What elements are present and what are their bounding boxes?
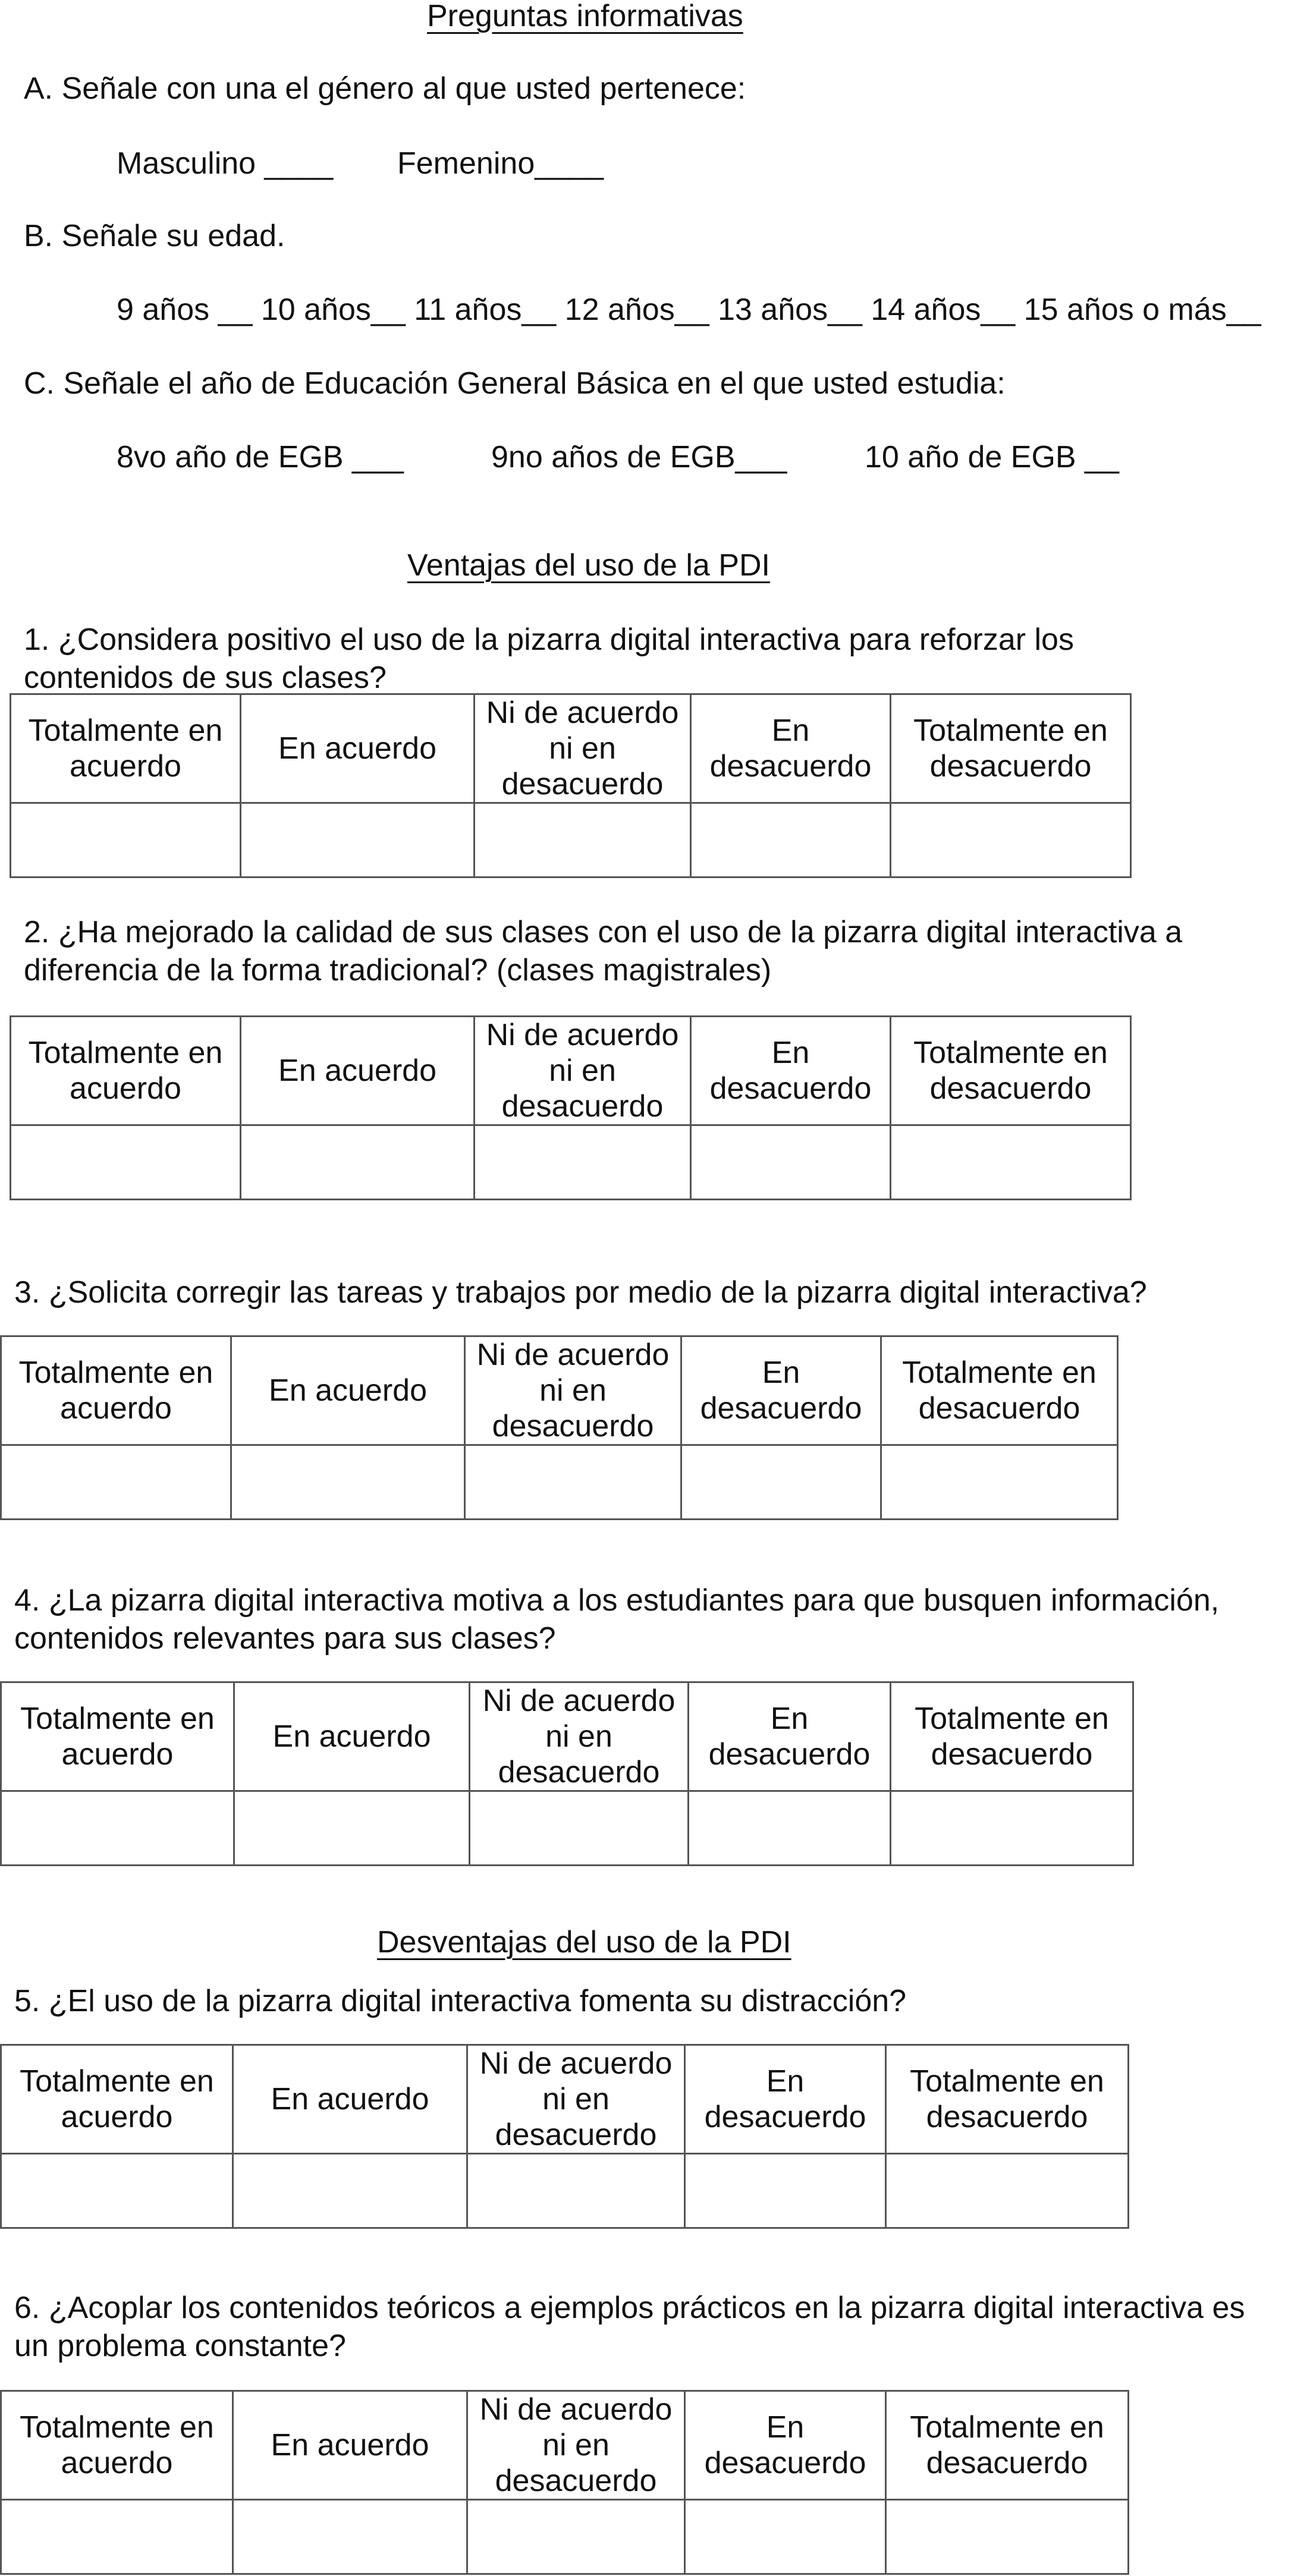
scale-header-en-acuerdo: En acuerdo xyxy=(231,1336,465,1445)
answer-cell-totalmente-desacuerdo[interactable] xyxy=(886,2154,1129,2228)
answer-cell-neutral[interactable] xyxy=(467,2500,685,2574)
scale-header-totalmente-acuerdo: Totalmente en acuerdo xyxy=(1,1336,231,1445)
answer-cell-en-acuerdo[interactable] xyxy=(234,1791,470,1866)
grade-option-8vo[interactable]: 8vo año de EGB ___ xyxy=(117,440,404,474)
gender-option-masculino[interactable]: Masculino ____ xyxy=(117,146,334,181)
answer-cell-totalmente-desacuerdo[interactable] xyxy=(886,2500,1129,2574)
answer-cell-totalmente-acuerdo[interactable] xyxy=(1,1791,234,1866)
answer-cell-en-acuerdo[interactable] xyxy=(231,1445,465,1520)
scale-header-en-desacuerdo: En desacuerdo xyxy=(691,1017,891,1125)
question-3: 3. ¿Solicita corregir las tareas y trabajos por medio de la pizarra digital interactiva? xyxy=(14,1275,1147,1310)
scale-header-en-acuerdo: En acuerdo xyxy=(233,2391,467,2500)
scale-header-en-desacuerdo: En desacuerdo xyxy=(691,694,891,803)
question-4: 4. ¿La pizarra digital interactiva motiva a los estudiantes para que busquen información, contenidos relevantes para sus clases? xyxy=(14,1583,1220,1656)
answer-cell-en-acuerdo[interactable] xyxy=(241,803,475,877)
scale-header-totalmente-desacuerdo: Totalmente en desacuerdo xyxy=(891,1682,1133,1791)
answer-cell-en-desacuerdo[interactable] xyxy=(685,2154,886,2228)
scale-header-neutral: Ni de acuerdo ni en desacuerdo xyxy=(470,1682,689,1791)
answer-cell-totalmente-acuerdo[interactable] xyxy=(1,2500,233,2574)
scale-header-en-acuerdo: En acuerdo xyxy=(233,2045,467,2154)
answer-cell-neutral[interactable] xyxy=(465,1445,681,1520)
answer-cell-en-acuerdo[interactable] xyxy=(233,2154,467,2228)
question-a-label: A. Señale con una el género al que usted pertenece: xyxy=(24,71,746,106)
scale-header-en-desacuerdo: En desacuerdo xyxy=(689,1682,891,1791)
scale-header-en-acuerdo: En acuerdo xyxy=(234,1682,470,1791)
answer-cell-en-desacuerdo[interactable] xyxy=(691,1125,891,1200)
scale-header-totalmente-acuerdo: Totalmente en acuerdo xyxy=(1,2391,233,2500)
age-options[interactable]: 9 años __ 10 años__ 11 años__ 12 años__ 13 años__ 14 años__ 15 años o más__ xyxy=(117,292,1261,327)
answer-cell-en-desacuerdo[interactable] xyxy=(681,1445,881,1520)
answer-cell-neutral[interactable] xyxy=(475,803,691,877)
scale-header-en-desacuerdo: En desacuerdo xyxy=(681,1336,881,1445)
likert-table-q4 xyxy=(0,1681,1134,1866)
question-2: 2. ¿Ha mejorado la calidad de sus clases con el uso de la pizarra digital interactiva a diferencia de la forma tradicional? (clases magistrales) xyxy=(24,915,1183,987)
answer-cell-totalmente-desacuerdo[interactable] xyxy=(891,1791,1133,1866)
likert-table-q2 xyxy=(10,1015,1132,1200)
question-5: 5. ¿El uso de la pizarra digital interactiva fomenta su distracción? xyxy=(14,1984,907,2018)
answer-cell-en-acuerdo[interactable] xyxy=(233,2500,467,2574)
answer-cell-en-desacuerdo[interactable] xyxy=(691,803,891,877)
scale-header-totalmente-acuerdo: Totalmente en acuerdo xyxy=(11,694,241,803)
answer-cell-totalmente-acuerdo[interactable] xyxy=(11,1125,241,1200)
answer-cell-totalmente-desacuerdo[interactable] xyxy=(881,1445,1118,1520)
question-c-label: C. Señale el año de Educación General Básica en el que usted estudia: xyxy=(24,366,1006,401)
question-b-label: B. Señale su edad. xyxy=(24,219,285,253)
scale-header-totalmente-desacuerdo: Totalmente en desacuerdo xyxy=(891,1017,1131,1125)
answer-cell-neutral[interactable] xyxy=(467,2154,685,2228)
likert-table-q5 xyxy=(0,2044,1129,2229)
likert-table-q1 xyxy=(10,693,1132,878)
scale-header-totalmente-desacuerdo: Totalmente en desacuerdo xyxy=(886,2045,1129,2154)
answer-cell-totalmente-acuerdo[interactable] xyxy=(1,2154,233,2228)
grade-option-10[interactable]: 10 año de EGB __ xyxy=(865,440,1119,474)
section-title-informativas: Preguntas informativas xyxy=(427,0,743,33)
answer-cell-totalmente-acuerdo[interactable] xyxy=(1,1445,231,1520)
scale-header-neutral: Ni de acuerdo ni en desacuerdo xyxy=(467,2391,685,2500)
scale-header-totalmente-acuerdo: Totalmente en acuerdo xyxy=(1,2045,233,2154)
scale-header-neutral: Ni de acuerdo ni en desacuerdo xyxy=(467,2045,685,2154)
scale-header-totalmente-desacuerdo: Totalmente en desacuerdo xyxy=(891,694,1131,803)
grade-option-9no[interactable]: 9no años de EGB___ xyxy=(491,440,787,474)
question-6: 6. ¿Acoplar los contenidos teóricos a ejemplos prácticos en la pizarra digital interactiva es un problema constante? xyxy=(14,2291,1245,2363)
answer-cell-totalmente-acuerdo[interactable] xyxy=(11,803,241,877)
scale-header-neutral: Ni de acuerdo ni en desacuerdo xyxy=(465,1336,681,1445)
answer-cell-neutral[interactable] xyxy=(475,1125,691,1200)
scale-header-totalmente-acuerdo: Totalmente en acuerdo xyxy=(1,1682,234,1791)
gender-option-femenino[interactable]: Femenino____ xyxy=(397,146,604,181)
scale-header-totalmente-acuerdo: Totalmente en acuerdo xyxy=(11,1017,241,1125)
scale-header-en-acuerdo: En acuerdo xyxy=(241,1017,475,1125)
answer-cell-en-desacuerdo[interactable] xyxy=(685,2500,886,2574)
answer-cell-en-acuerdo[interactable] xyxy=(241,1125,475,1200)
section-title-desventajas: Desventajas del uso de la PDI xyxy=(377,1925,791,1959)
answer-cell-neutral[interactable] xyxy=(470,1791,689,1866)
likert-table-q6 xyxy=(0,2390,1129,2575)
scale-header-en-acuerdo: En acuerdo xyxy=(241,694,475,803)
scale-header-totalmente-desacuerdo: Totalmente en desacuerdo xyxy=(886,2391,1129,2500)
scale-header-neutral: Ni de acuerdo ni en desacuerdo xyxy=(475,1017,691,1125)
question-1: 1. ¿Considera positivo el uso de la pizarra digital interactiva para reforzar los contenidos de sus clases? xyxy=(24,622,1074,695)
scale-header-neutral: Ni de acuerdo ni en desacuerdo xyxy=(475,694,691,803)
scale-header-en-desacuerdo: En desacuerdo xyxy=(685,2391,886,2500)
likert-table-q3 xyxy=(0,1335,1119,1520)
answer-cell-en-desacuerdo[interactable] xyxy=(689,1791,891,1866)
answer-cell-totalmente-desacuerdo[interactable] xyxy=(891,1125,1131,1200)
scale-header-en-desacuerdo: En desacuerdo xyxy=(685,2045,886,2154)
answer-cell-totalmente-desacuerdo[interactable] xyxy=(891,803,1131,877)
scale-header-totalmente-desacuerdo: Totalmente en desacuerdo xyxy=(881,1336,1118,1445)
section-title-ventajas: Ventajas del uso de la PDI xyxy=(407,548,770,583)
